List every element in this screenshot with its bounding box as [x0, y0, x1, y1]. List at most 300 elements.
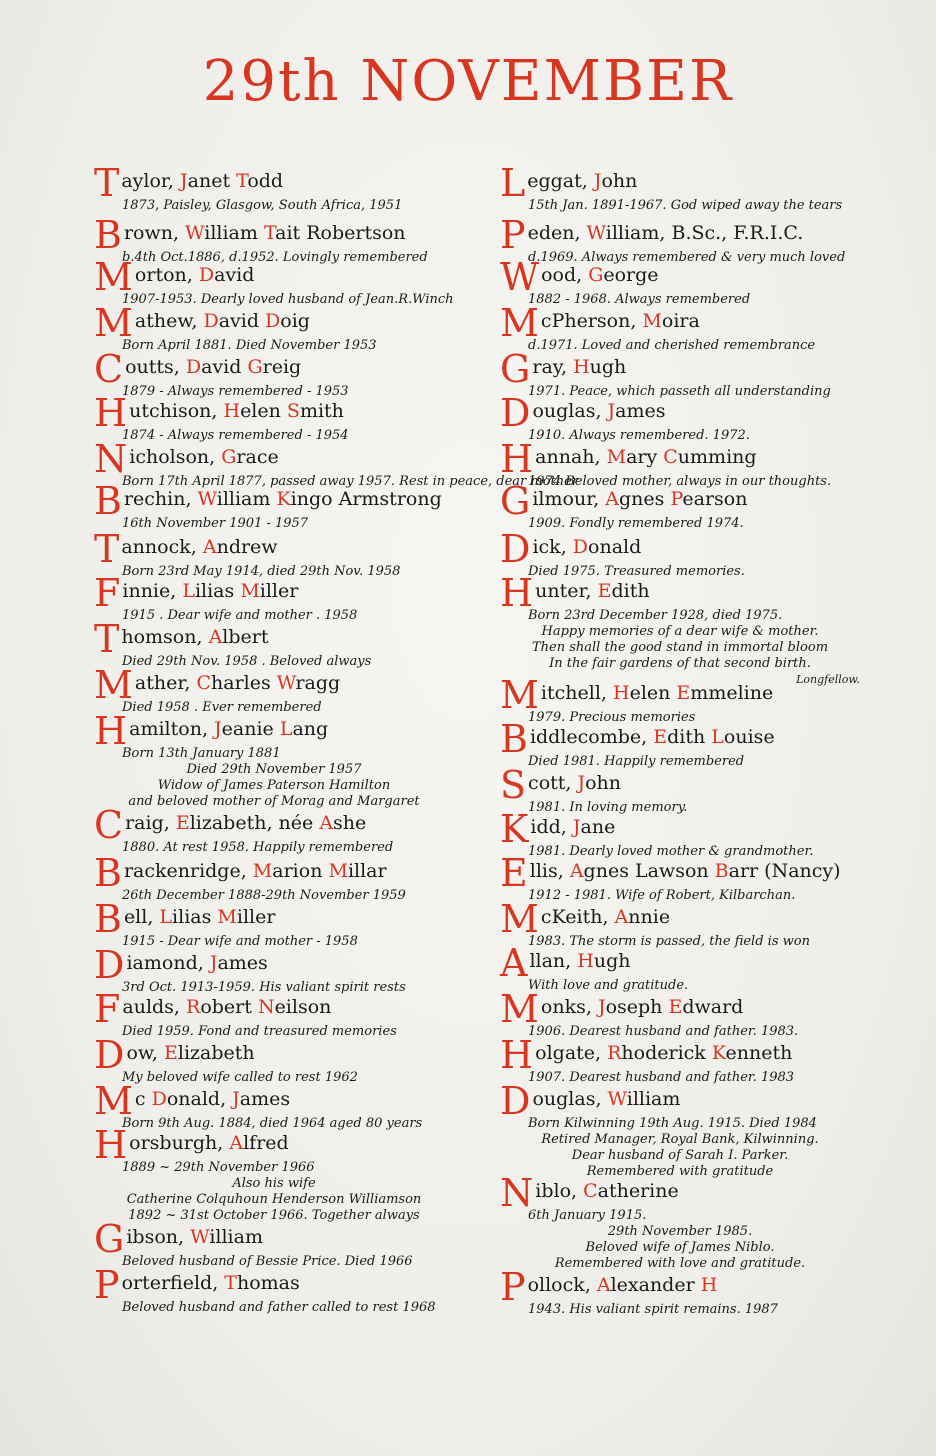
entry-name — [94, 1263, 436, 1307]
name-part: raig, — [125, 812, 176, 834]
memorial-entry — [500, 347, 831, 400]
entry-name — [94, 301, 377, 345]
name-part: atherine — [597, 1180, 679, 1202]
name-part: obert — [200, 996, 258, 1018]
name-part: race — [236, 446, 279, 468]
name-initial: L — [711, 726, 724, 748]
drop-cap: S — [500, 763, 527, 807]
entry-name — [94, 709, 454, 753]
name-initial: L — [182, 580, 195, 602]
name-initial: E — [676, 682, 691, 704]
drop-cap: B — [94, 851, 122, 895]
drop-cap: H — [94, 1123, 128, 1167]
name-part: enneth — [725, 1042, 793, 1064]
name-part: rown, — [123, 222, 186, 244]
entry-name — [500, 763, 687, 807]
memorial-entry — [94, 1033, 358, 1086]
name-initial: D — [572, 536, 589, 558]
entry-inscription: 1979. Precious memories — [528, 710, 696, 725]
entry-name — [94, 527, 400, 571]
entry-name — [500, 437, 831, 481]
memorial-entry — [94, 1263, 436, 1316]
name-part: iblo, — [535, 1180, 584, 1202]
name-initial: D — [198, 264, 215, 286]
entry-inscription: 1873, Paisley, Glasgow, South Africa, 1951 — [122, 198, 403, 213]
name-initial: C — [583, 1180, 598, 1202]
drop-cap: N — [500, 1171, 534, 1215]
memorial-entry — [94, 161, 403, 214]
entry-name — [94, 803, 393, 847]
name-part: eden, — [527, 222, 587, 244]
memorial-entry — [94, 213, 428, 266]
name-part: illiam, B.Sc., F.R.I.C. — [605, 222, 804, 244]
name-initial: M — [606, 446, 627, 468]
entry-inscription: 26th December 1888-29th November 1959 — [122, 888, 406, 903]
name-part: elen — [629, 682, 677, 704]
entry-inscription: 1943. His valiant spirit remains. 1987 — [528, 1302, 778, 1317]
name-part: onks, — [540, 996, 598, 1018]
entry-inscription: 1880. At rest 1958. Happily remembered — [122, 840, 394, 855]
name-part: dward — [682, 996, 744, 1018]
name-part: ohn — [585, 772, 622, 794]
memorial-entry — [94, 709, 454, 810]
name-part: ilias — [172, 906, 218, 928]
entry-inscription: Born 13th January 1881 — [122, 746, 281, 761]
name-part: lexander — [610, 1274, 701, 1296]
name-part: avid — [201, 356, 248, 378]
entry-inscription: 1915 . Dear wife and mother . 1958 — [122, 608, 358, 623]
drop-cap: D — [500, 1079, 531, 1123]
name-initial: H — [577, 950, 594, 972]
drop-cap: M — [94, 301, 133, 345]
name-initial: T — [263, 222, 276, 244]
memorial-entry — [94, 851, 406, 904]
name-initial: J — [572, 816, 581, 838]
memorial-entry — [500, 1033, 795, 1086]
entry-inscription: Retired Manager, Royal Bank, Kilwinning. — [541, 1132, 819, 1147]
name-part: ather, — [134, 672, 197, 694]
drop-cap: F — [94, 571, 121, 615]
drop-cap: G — [500, 479, 531, 523]
name-part: avid — [214, 264, 255, 286]
memorial-entry — [500, 673, 774, 726]
drop-cap: C — [94, 803, 124, 847]
name-part: dith — [667, 726, 712, 748]
name-part: itchell, — [540, 682, 613, 704]
entry-name — [500, 301, 815, 345]
drop-cap: B — [500, 717, 528, 761]
name-part: ames — [615, 400, 666, 422]
name-part: llan, — [529, 950, 578, 972]
name-part: icholson, — [129, 446, 222, 468]
memorial-entry — [500, 479, 748, 532]
memorial-entry — [500, 213, 846, 266]
entry-inscription: Then shall the good stand in immortal bloom — [531, 640, 829, 655]
name-part: illiam — [204, 222, 264, 244]
name-part: arr (Nancy) — [728, 860, 841, 882]
entry-name — [94, 479, 442, 523]
memorial-entry — [500, 987, 799, 1040]
name-initial: T — [224, 1272, 237, 1294]
memorial-entry — [94, 479, 442, 532]
name-part: ang — [292, 718, 329, 740]
name-part: eilson — [274, 996, 332, 1018]
drop-cap: H — [500, 437, 534, 481]
entry-name — [500, 1033, 794, 1077]
entry-name — [94, 617, 371, 661]
drop-cap: D — [94, 943, 125, 987]
name-part: c — [134, 1088, 152, 1110]
name-part: annock, — [121, 536, 203, 558]
name-part: orterfield, — [121, 1272, 225, 1294]
memorial-entry — [94, 1079, 423, 1132]
drop-cap: P — [500, 213, 526, 257]
entry-inscription: With love and gratitude. — [528, 978, 689, 993]
name-initial: W — [197, 488, 217, 510]
entry-inscription: Beloved husband of Bessie Price. Died 1966 — [122, 1254, 413, 1269]
name-part: illiam — [209, 1226, 263, 1248]
drop-cap: T — [94, 527, 120, 571]
name-initial: N — [257, 996, 275, 1018]
memorial-entry — [94, 663, 341, 716]
drop-cap: M — [94, 255, 133, 299]
name-part: ray, — [532, 356, 574, 378]
name-initial: J — [597, 996, 606, 1018]
name-part: utchison, — [129, 400, 224, 422]
entry-inscription: Died 1959. Fond and treasured memories — [122, 1024, 397, 1039]
entry-inscription: 1882 - 1968. Always remembered — [528, 292, 751, 307]
memorial-entry — [500, 1079, 860, 1180]
entry-name — [94, 213, 428, 257]
name-part: reig — [262, 356, 302, 378]
memorial-entry — [94, 347, 349, 400]
name-part: rechin, — [123, 488, 198, 510]
name-part: amilton, — [129, 718, 215, 740]
entry-inscription: and beloved mother of Morag and Margaret — [128, 794, 420, 809]
name-initial: T — [236, 170, 248, 192]
entry-inscription: Remembered with love and gratitude. — [554, 1256, 806, 1271]
entry-name — [94, 1033, 358, 1077]
entry-name — [94, 161, 402, 205]
page-title: 29th NOVEMBER — [202, 49, 734, 114]
name-part: ndrew — [216, 536, 278, 558]
name-part: gnes Lawson — [583, 860, 715, 882]
entry-inscription: 1974 Beloved mother, always in our thoughts. — [528, 474, 832, 489]
entry-name — [94, 663, 341, 707]
name-initial: A — [596, 1274, 611, 1296]
name-part: ingo Armstrong — [290, 488, 442, 510]
name-initial: D — [265, 310, 281, 332]
drop-cap: M — [94, 1079, 133, 1123]
entry-inscription: Born 17th April 1877, passed away 1957. Rest in peace, dear mother — [122, 474, 579, 489]
name-part: ait Robertson — [275, 222, 406, 244]
name-initial: D — [185, 356, 202, 378]
name-part: elen — [240, 400, 287, 422]
memorial-entry — [94, 1217, 413, 1270]
name-part: iller — [236, 906, 276, 928]
drop-cap: B — [94, 479, 122, 523]
entry-name — [94, 1079, 422, 1123]
name-part: ollock, — [527, 1274, 597, 1296]
name-initial: E — [653, 726, 668, 748]
drop-cap: H — [500, 1033, 534, 1077]
name-initial: H — [700, 1274, 718, 1296]
name-initial: D — [203, 310, 219, 332]
drop-cap: T — [94, 161, 120, 205]
name-part: ames — [217, 952, 268, 974]
drop-cap: C — [94, 347, 124, 391]
name-part: onald — [588, 536, 642, 558]
entry-inscription: 1889 ~ 29th November 1966 — [122, 1160, 315, 1175]
name-initial: A — [614, 906, 629, 928]
name-part: oira — [661, 310, 700, 332]
name-part: eorge — [603, 264, 659, 286]
entry-inscription: Born April 1881. Died November 1953 — [122, 338, 377, 353]
drop-cap: H — [94, 391, 128, 435]
name-initial: H — [573, 356, 590, 378]
entry-inscription: In the fair gardens of that second birth. — [549, 656, 811, 671]
drop-cap: A — [500, 941, 528, 985]
entry-inscription: 16th November 1901 - 1957 — [122, 516, 309, 531]
name-part: lizabeth, née — [189, 812, 320, 834]
name-initial: L — [159, 906, 173, 928]
name-part: illiam — [216, 488, 277, 510]
drop-cap: D — [500, 391, 531, 435]
entry-inscription: 1879 - Always remembered - 1953 — [122, 384, 349, 399]
drop-cap: D — [500, 527, 531, 571]
name-initial: A — [319, 812, 334, 834]
name-part: oseph — [605, 996, 669, 1018]
entry-inscription: Born Kilwinning 19th Aug. 1915. Died 1984 — [528, 1116, 817, 1131]
name-part: avid — [218, 310, 266, 332]
drop-cap: H — [94, 709, 128, 753]
memorial-entry — [94, 617, 372, 670]
memorial-entry — [94, 527, 401, 580]
name-part: lizabeth — [177, 1042, 255, 1064]
name-part: iamond, — [126, 952, 210, 974]
entry-inscription: Born 9th Aug. 1884, died 1964 aged 80 years — [122, 1116, 423, 1131]
name-part: odd — [247, 170, 284, 192]
drop-cap: M — [500, 301, 539, 345]
name-initial: R — [186, 996, 201, 1018]
name-initial: D — [151, 1088, 167, 1110]
name-part: ragg — [295, 672, 341, 694]
name-initial: K — [711, 1042, 726, 1064]
entry-inscription: 1906. Dearest husband and father. 1983. — [528, 1024, 799, 1039]
name-part: earson — [682, 488, 748, 510]
entry-inscription: b.4th Oct.1886, d.1952. Lovingly remembered — [122, 250, 428, 265]
name-part: onald, — [166, 1088, 233, 1110]
name-part: ames — [239, 1088, 291, 1110]
entry-name — [500, 391, 750, 435]
name-initial: G — [247, 356, 263, 378]
drop-cap: M — [500, 897, 539, 941]
name-initial: A — [202, 536, 217, 558]
entry-name — [500, 161, 842, 205]
name-initial: E — [597, 580, 612, 602]
memorial-entry — [500, 897, 810, 950]
name-part: aulds, — [122, 996, 187, 1018]
entry-inscription: 1892 ~ 31st October 1966. Together always — [128, 1208, 420, 1223]
name-part: ouglas, — [532, 1088, 608, 1110]
name-part: eggat, — [527, 170, 594, 192]
name-part: gnes — [619, 488, 671, 510]
memorial-entry — [500, 437, 832, 490]
name-part: ick, — [532, 536, 573, 558]
name-initial: J — [209, 952, 218, 974]
name-initial: M — [252, 860, 273, 882]
name-part: ood, — [541, 264, 589, 286]
name-part: mmeline — [690, 682, 774, 704]
name-initial: S — [286, 400, 300, 422]
name-initial: K — [276, 488, 291, 510]
drop-cap: H — [500, 571, 534, 615]
memorial-entry — [500, 1265, 778, 1318]
entry-inscription: 1971. Peace, which passeth all understanding — [528, 384, 831, 399]
memorial-entry — [500, 161, 843, 214]
entry-inscription: Beloved husband and father called to rest 1968 — [122, 1300, 436, 1315]
entry-inscription: Born 23rd May 1914, died 29th Nov. 1958 — [122, 564, 401, 579]
name-initial: W — [607, 1088, 627, 1110]
entry-name — [94, 1217, 413, 1261]
name-part: lfred — [243, 1132, 289, 1154]
name-part: rackenridge, — [123, 860, 253, 882]
name-part: dith — [611, 580, 650, 602]
entry-name — [500, 897, 810, 941]
name-part: homson, — [121, 626, 209, 648]
entry-name — [500, 479, 748, 523]
entry-inscription: Died 1981. Happily remembered — [528, 754, 745, 769]
entry-name — [500, 1265, 778, 1309]
name-part: orton, — [134, 264, 199, 286]
name-initial: M — [642, 310, 662, 332]
name-part: ilias — [194, 580, 241, 602]
drop-cap: M — [500, 673, 539, 717]
entry-inscription: 1915 - Dear wife and mother - 1958 — [122, 934, 358, 949]
entry-name — [500, 987, 798, 1031]
entry-inscription: 29th November 1985. — [607, 1224, 753, 1239]
entry-name — [500, 255, 750, 299]
name-initial: W — [276, 672, 296, 694]
name-initial: M — [328, 860, 348, 882]
drop-cap: L — [500, 161, 526, 205]
name-part: cPherson, — [540, 310, 643, 332]
name-part: ugh — [593, 950, 631, 972]
name-part: umming — [677, 446, 757, 468]
name-initial: J — [577, 772, 586, 794]
entry-inscription: Remembered with gratitude — [586, 1164, 774, 1179]
name-initial: W — [586, 222, 606, 244]
name-part: oig — [280, 310, 310, 332]
name-initial: W — [185, 222, 205, 244]
drop-cap: M — [94, 663, 133, 707]
entry-inscription: 6th January 1915. — [528, 1208, 647, 1223]
name-initial: E — [164, 1042, 178, 1064]
entry-name — [500, 347, 831, 391]
name-part: cott, — [528, 772, 578, 794]
memorial-entry — [94, 571, 358, 624]
name-initial: C — [663, 446, 678, 468]
name-part: she — [333, 812, 367, 834]
memorial-entry — [94, 803, 394, 856]
name-initial: J — [232, 1088, 240, 1110]
entry-inscription: d.1971. Loved and cherished remembrance — [528, 338, 816, 353]
name-part: ow, — [126, 1042, 164, 1064]
name-initial: A — [605, 488, 620, 510]
entry-inscription: 1912 - 1981. Wife of Robert, Kilbarchan. — [528, 888, 796, 903]
memorial-entry — [500, 301, 816, 354]
entry-inscription: 1983. The storm is passed, the field is won — [528, 934, 810, 949]
name-part: outts, — [125, 356, 186, 378]
drop-cap: M — [500, 987, 539, 1031]
name-part: illiam — [626, 1088, 681, 1110]
name-part: ane — [580, 816, 616, 838]
entry-name — [500, 673, 774, 717]
name-part: homas — [236, 1272, 300, 1294]
name-part: hoderick — [621, 1042, 712, 1064]
name-initial: J — [607, 400, 616, 422]
name-initial: M — [217, 906, 237, 928]
entry-name — [94, 571, 357, 615]
name-initial: J — [214, 718, 222, 740]
name-part: ary — [626, 446, 664, 468]
name-part: olgate, — [535, 1042, 608, 1064]
name-initial: B — [714, 860, 729, 882]
drop-cap: P — [500, 1265, 526, 1309]
entry-name — [500, 1079, 860, 1123]
drop-cap: E — [500, 851, 528, 895]
memorial-entry — [500, 763, 688, 816]
drop-cap: F — [94, 987, 121, 1031]
name-part: idd, — [530, 816, 573, 838]
entry-name — [94, 897, 358, 941]
entry-name — [500, 213, 845, 257]
name-initial: A — [229, 1132, 244, 1154]
drop-cap: D — [94, 1033, 125, 1077]
name-part: eanie — [221, 718, 280, 740]
name-part: cKeith, — [540, 906, 615, 928]
name-part: athew, — [134, 310, 204, 332]
name-part: illar — [347, 860, 387, 882]
memorial-entry — [500, 527, 745, 580]
name-part: harles — [211, 672, 277, 694]
entry-inscription: Died 29th November 1957 — [186, 762, 362, 777]
drop-cap: B — [94, 897, 122, 941]
name-part: unter, — [535, 580, 598, 602]
name-part: ouise — [723, 726, 775, 748]
entry-inscription: My beloved wife called to rest 1962 — [122, 1070, 358, 1085]
entry-name — [94, 851, 406, 895]
drop-cap: G — [94, 1217, 125, 1261]
name-initial: H — [223, 400, 241, 422]
name-part: lbert — [222, 626, 269, 648]
memorial-entry — [500, 391, 750, 444]
drop-cap: T — [94, 617, 120, 661]
entry-inscription: d.1969. Always remembered & very much loved — [528, 250, 846, 265]
name-part: arion — [272, 860, 329, 882]
name-initial: E — [668, 996, 683, 1018]
name-initial: G — [221, 446, 237, 468]
drop-cap: G — [500, 347, 531, 391]
name-initial: C — [196, 672, 211, 694]
memorial-entry — [94, 897, 358, 950]
entry-inscription: Born 23rd December 1928, died 1975. — [528, 608, 783, 623]
name-initial: M — [240, 580, 260, 602]
drop-cap: W — [500, 255, 540, 299]
name-initial: W — [190, 1226, 210, 1248]
name-part: ibson, — [126, 1226, 191, 1248]
name-part: ilmour, — [532, 488, 606, 510]
